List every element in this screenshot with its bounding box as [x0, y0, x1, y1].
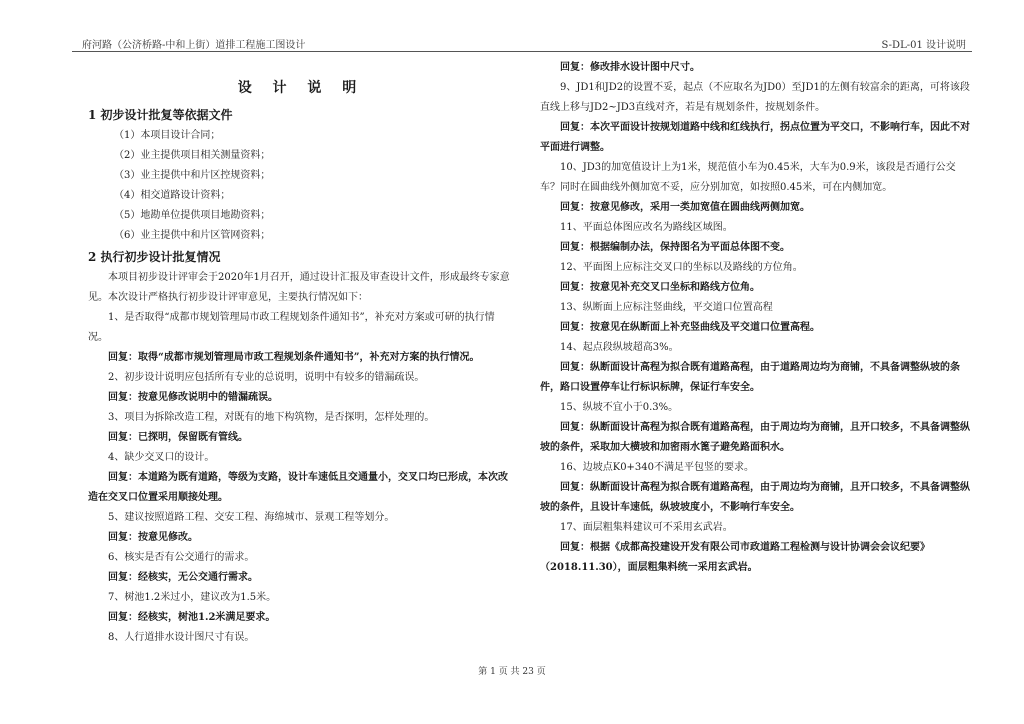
reply-item: 回复：修改排水设计图中尺寸。: [560, 62, 700, 73]
reply-item: 回复：纵断面设计高程为拟合既有道路高程，由于周边均为商铺，且开口较多，不具备调整纵坡的条件，且设计车速低，纵坡坡度小，不影响行车安全。: [540, 482, 970, 513]
comment-item: 3、项目为拆除改造工程，对既有的地下构筑物，是否探明，怎样处理的。: [108, 412, 435, 423]
comment-item: 12、平面图上应标注交叉口的坐标以及路线的方位角。: [560, 262, 803, 273]
comment-item: 8、人行道排水设计图尺寸有误。: [108, 632, 255, 643]
comment-item: 5、建议按照道路工程、交安工程、海绵城市、景观工程等划分。: [108, 512, 395, 523]
section-heading-1: 1 初步设计批复等依据文件: [88, 108, 233, 122]
page-title: 设 计 说 明: [237, 80, 365, 96]
reply-item: 回复：本次平面设计按规划道路中线和红线执行，拐点位置为平交口，不影响行车，因此不对平面进行调整。: [540, 122, 970, 153]
comment-item: 1、是否取得“成都市规划管理局市政工程规划条件通知书”，补充对方案或可研的执行情况。: [88, 312, 495, 343]
reply-item: 回复：根据编制办法，保持图名为平面总体图不变。: [560, 242, 790, 253]
comment-item: 15、纵坡不宜小于0.3%。: [560, 402, 679, 413]
reply-item: 回复：取得“成都市规划管理局市政工程规划条件通知书”，补充对方案的执行情况。: [108, 352, 480, 363]
section-heading-2: 2 执行初步设计批复情况: [88, 250, 221, 264]
reply-item: 回复：按意见在纵断面上补充竖曲线及平交道口位置高程。: [560, 322, 820, 333]
reply-item: 回复：按意见修改，采用一类加宽值在圆曲线两侧加宽。: [560, 202, 810, 213]
reply-item: 回复：本道路为既有道路，等级为支路，设计车速低且交通量小，交叉口均已形成，本次改造在交叉口位置采用顺接处理。: [88, 472, 508, 503]
comment-item: 9、JD1和JD2的设置不妥，起点（不应取名为JD0）至JD1的左侧有较富余的距离，可将该段直线上移与JD2~JD3直线对齐，若是有规划条件，按规划条件。: [540, 82, 970, 113]
header-title: 府河路（公济桥路-中和上街）道排工程施工图设计: [82, 40, 306, 51]
header-divider: [72, 51, 972, 52]
page-number: 第 1 页 共 23 页: [478, 667, 546, 677]
reply-item: 回复：按意见修改说明中的错漏疏误。: [108, 392, 278, 403]
comment-item: 11、平面总体图应改名为路线区域图。: [560, 222, 733, 233]
list-item: （2）业主提供项目相关测量资料；: [114, 150, 271, 161]
list-item: （1）本项目设计合同；: [114, 130, 221, 141]
list-item: （6）业主提供中和片区管网资料；: [114, 230, 271, 241]
list-item: （5）地勘单位提供项目地勘资料；: [114, 210, 271, 221]
comment-item: 17、面层粗集料建议可不采用玄武岩。: [560, 522, 733, 533]
comment-item: 14、起点段纵坡超高3%。: [560, 342, 679, 353]
reply-item: 回复：经核实，树池1.2米满足要求。: [108, 612, 276, 623]
comment-item: 13、纵断面上应标注竖曲线，平交道口位置高程: [560, 302, 773, 313]
paragraph: 本项目初步设计评审会于2020年1月召开，通过设计汇报及审查设计文件，形成最终专家意见。本次设计严格执行初步设计评审意见，主要执行情况如下：: [88, 272, 510, 303]
reply-item: 回复：纵断面设计高程为拟合既有道路高程，由于道路周边均为商铺，不具备调整纵坡的条件，路口设置停车让行标识标牌，保证行车安全。: [540, 362, 960, 393]
list-item: （4）相交道路设计资料；: [114, 190, 231, 201]
reply-item: 回复：按意见修改。: [108, 532, 198, 543]
comment-item: 2、初步设计说明应包括所有专业的总说明，说明中有较多的错漏疏误。: [108, 372, 425, 383]
header-drawing-number: S-DL-01 设计说明: [881, 40, 966, 51]
left-column: [88, 58, 514, 648]
right-column: [540, 58, 970, 578]
list-item: （3）业主提供中和片区控规资料；: [114, 170, 271, 181]
comment-item: 6、核实是否有公交通行的需求。: [108, 552, 255, 563]
reply-item: 回复：按意见补充交叉口坐标和路线方位角。: [560, 282, 760, 293]
comment-item: 16、边坡点K0+340不满足平包竖的要求。: [560, 462, 755, 473]
reply-item: 回复：根据《成都高投建设开发有限公司市政道路工程检测与设计协调会会议纪要》（2018.11.30），面层粗集料统一采用玄武岩。: [540, 542, 930, 573]
reply-item: 回复：已探明，保留既有管线。: [108, 432, 248, 443]
reply-item: 回复：经核实，无公交通行需求。: [108, 572, 258, 583]
comment-item: 7、树池1.2米过小，建议改为1.5米。: [108, 592, 277, 603]
reply-item: 回复：纵断面设计高程为拟合既有道路高程，由于周边均为商铺，且开口较多，不具备调整纵坡的条件，采取加大横坡和加密雨水篦子避免路面积水。: [540, 422, 970, 453]
comment-item: 10、JD3的加宽值设计上为1米，规范值小车为0.45米，大车为0.9米，该段是否通行公交车？同时在圆曲线外侧加宽不妥，应分别加宽，如按照0.45米，可在内侧加宽。: [540, 162, 956, 193]
comment-item: 4、缺少交叉口的设计。: [108, 452, 215, 463]
